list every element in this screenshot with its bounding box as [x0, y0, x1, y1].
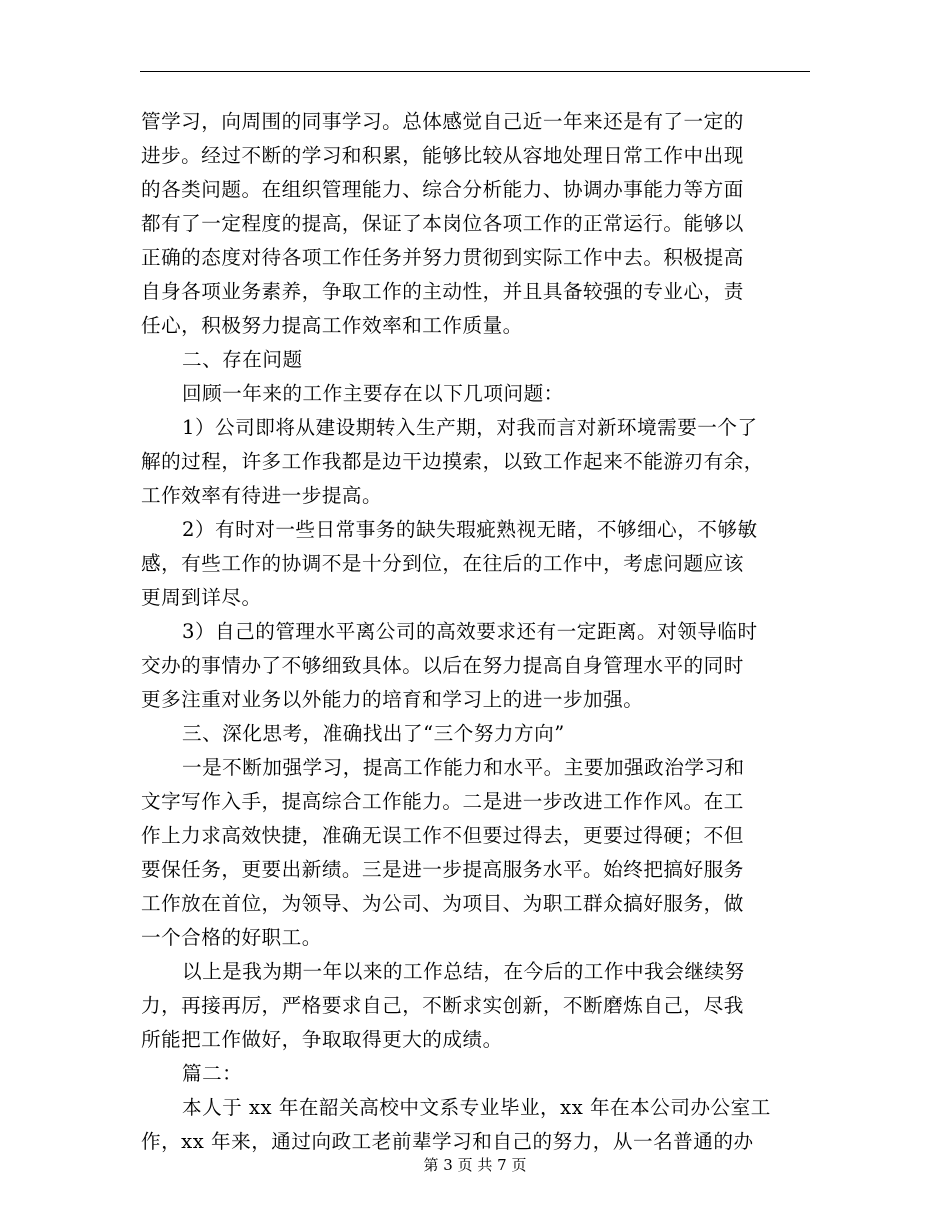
text-line: 作，xx 年来，通过向政工老前辈学习和自己的努力，从一名普通的办: [141, 1130, 754, 1153]
page-number: 第 3 页 共 7 页: [423, 1156, 527, 1174]
paragraph: [141, 411, 811, 513]
paragraph: [141, 955, 811, 1057]
text-line: 更多注重对业务以外能力的培育和学习上的进一步加强。: [141, 688, 644, 711]
paragraph: [141, 1057, 811, 1091]
text-line: 3）自己的管理水平离公司的高效要求还有一定距离。对领导临时: [182, 620, 758, 643]
document-body: [141, 105, 811, 1159]
text-line: 都有了一定程度的提高，保证了本岗位各项工作的正常运行。能够以: [141, 212, 744, 235]
paragraph: [141, 377, 811, 411]
text-line: 感，有些工作的协调不是十分到位，在往后的工作中，考虑问题应该: [141, 552, 744, 575]
text-line: 的各类问题。在组织管理能力、综合分析能力、协调办事能力等方面: [141, 178, 744, 201]
text-line: 交办的事情办了不够细致具体。以后在努力提高自身管理水平的同时: [141, 654, 744, 677]
text-line: 更周到详尽。: [141, 586, 262, 609]
paragraph: [141, 615, 811, 717]
text-line: 要保任务，更要出新绩。三是进一步提高服务水平。始终把搞好服务: [141, 858, 744, 881]
text-line: 2）有时对一些日常事务的缺失瑕疵熟视无睹，不够细心，不够敏: [182, 518, 758, 541]
paragraph: [141, 751, 811, 955]
paragraph: [141, 717, 811, 751]
text-line: 一个合格的好职工。: [141, 926, 322, 949]
text-line: 解的过程，许多工作我都是边干边摸索，以致工作起来不能游刃有余，: [141, 450, 764, 473]
text-line: 所能把工作做好，争取取得更大的成绩。: [141, 1028, 503, 1051]
text-line: 文字写作入手，提高综合工作能力。二是进一步改进工作作风。在工: [141, 790, 744, 813]
text-line: 正确的态度对待各项工作任务并努力贯彻到实际工作中去。积极提高: [141, 246, 744, 269]
paragraph: [141, 513, 811, 615]
text-line: 本人于 xx 年在韶关高校中文系专业毕业，xx 年在本公司办公室工: [182, 1096, 771, 1119]
text-line: 二、存在问题: [182, 348, 303, 371]
paragraph: [141, 343, 811, 377]
text-line: 自身各项业务素养，争取工作的主动性，并且具备较强的专业心，责: [141, 280, 744, 303]
text-line: 以上是我为期一年以来的工作总结，在今后的工作中我会继续努: [182, 960, 745, 983]
text-line: 三、深化思考，准确找出了“三个努力方向”: [182, 722, 565, 745]
paragraph: [141, 1091, 811, 1159]
text-line: 一是不断加强学习，提高工作能力和水平。主要加强政治学习和: [182, 756, 745, 779]
text-line: 作上力求高效快捷，准确无误工作不但要过得去，更要过得硬；不但: [141, 824, 744, 847]
text-line: 工作放在首位，为领导、为公司、为项目、为职工群众搞好服务，做: [141, 892, 744, 915]
text-line: 工作效率有待进一步提高。: [141, 484, 383, 507]
text-line: 1）公司即将从建设期转入生产期，对我而言对新环境需要一个了: [182, 416, 758, 439]
text-line: 篇二：: [182, 1062, 243, 1085]
text-line: 进步。经过不断的学习和积累，能够比较从容地处理日常工作中出现: [141, 144, 744, 167]
paragraph: [141, 105, 811, 343]
text-line: 任心，积极努力提高工作效率和工作质量。: [141, 314, 523, 337]
text-line: 回顾一年来的工作主要存在以下几项问题：: [182, 382, 564, 405]
text-line: 管学习，向周围的同事学习。总体感觉自己近一年来还是有了一定的: [141, 110, 744, 133]
header-rule: [140, 71, 810, 72]
text-line: 力，再接再厉，严格要求自己，不断求实创新，不断磨炼自己，尽我: [141, 994, 744, 1017]
